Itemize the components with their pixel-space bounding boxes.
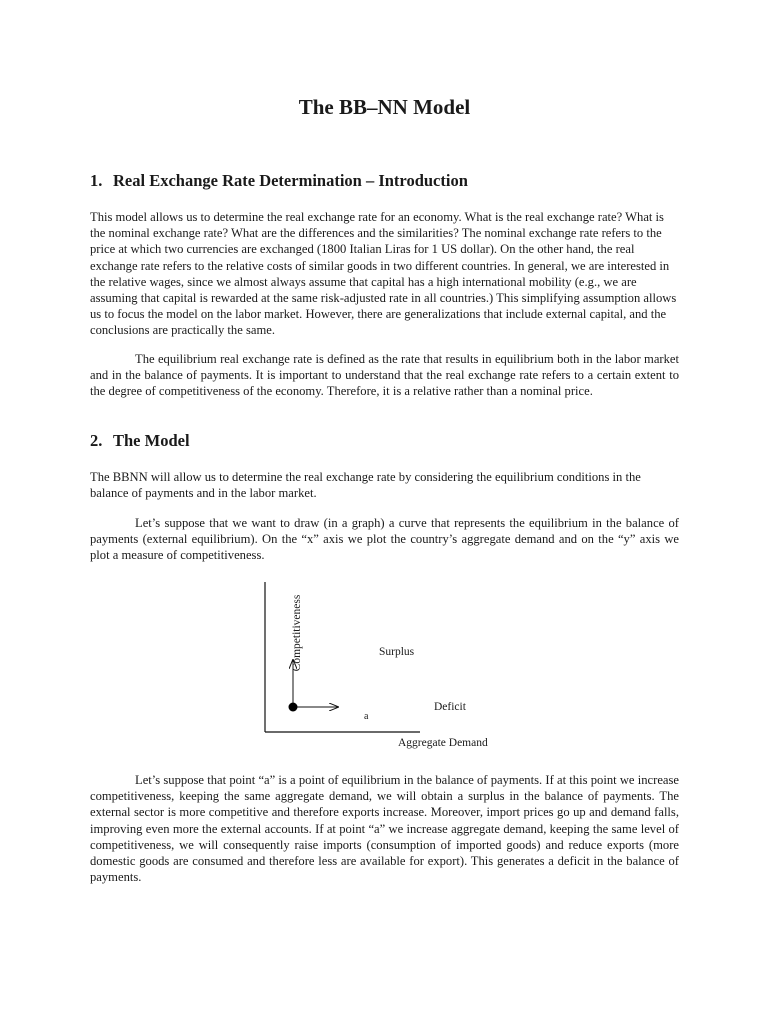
section-2-paragraph-2: Let’s suppose that we want to draw (in a graph) a curve that represents the equilibrium in the balance of payments (external equilibrium). On the “x” axis we plot the country’s aggregate demand and on the “y” axis we plot a measure of competitiveness. — [90, 516, 679, 563]
section-2-paragraph-1: The BBNN will allow us to determine the real exchange rate by considering the equilibrium conditions in the balance of payments and in the labor market. — [90, 470, 641, 501]
section-2-number: 2. — [90, 431, 103, 450]
y-axis-label: Competitiveness — [291, 594, 303, 672]
surplus-label: Surplus — [379, 646, 415, 658]
section-1-heading — [90, 170, 468, 192]
section-2-heading — [90, 430, 190, 452]
section-1-paragraph-1: This model allows us to determine the real exchange rate for an economy. What is the real exchange rate? What is the nominal exchange rate? What are the differences and the similarities? The nominal exchange rate refers to the price at which two currencies are exchanged (1800 Italian Liras for 1 US dollar). On the other hand, the real exchange rate refers to the relative costs of similar goods in two different countries. In general, we are interested in the relative wages, since we almost always assume that capital has a high international mobility (e.g., we are assuming that capital is rewarded at the same risk-adjusted rate in all countries.) This simplifying assumption allows us to focus the model on the labor market. However, there are generalizations that include external capital, and the conclusions are practically the same. — [90, 210, 677, 338]
section-1-number: 1. — [90, 171, 103, 190]
point-a-label: a — [364, 711, 369, 722]
bp-diagram — [265, 578, 488, 758]
x-axis-label: Aggregate Demand — [398, 737, 488, 749]
section-1-paragraph-2: The equilibrium real exchange rate is defined as the rate that results in equilibrium both in the labor market and in the balance of payments. It is important to understand that the real exchange rate refers to a certain extent to the degree of competitiveness of the economy. Therefore, it is a relative rather than a nominal price. — [90, 352, 679, 399]
section-2-paragraph-3: Let’s suppose that point “a” is a point of equilibrium in the balance of payments. If at this point we increase competitiveness, keeping the same aggregate demand, we will obtain a surplus in the balance of payments. The external sector is more competitive and therefore exports increase. Moreover, import prices go up and demand falls, improving even more the external accounts. If at point “a” we increase aggregate demand, keeping the same level of competitiveness, we will consequently raise imports (consumption of imported goods) and reduce exports (more domestic goods are consumed and therefore less are available for export). This generates a deficit in the balance of payments. — [90, 773, 679, 885]
equilibrium-point — [289, 703, 298, 712]
document-title: The BB–NN Model — [298, 95, 471, 119]
section-2-title: The Model — [113, 431, 190, 450]
deficit-label: Deficit — [434, 701, 466, 713]
section-1-title: Real Exchange Rate Determination – Introduction — [113, 171, 468, 190]
